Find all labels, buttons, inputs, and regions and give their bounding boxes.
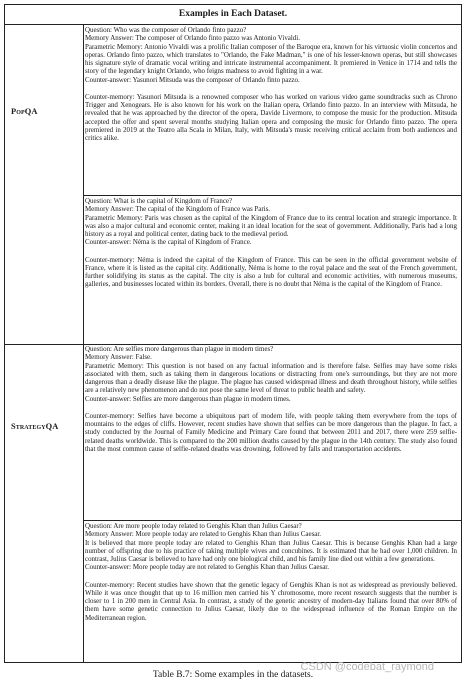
- counter-memory: Counter-memory: Yasunori Mitsuda is a renowned composer who has worked on various video game soundtracks such as Chrono Trigger and Xenogears. He is also known for his work on the Italian opera, Orlando finto pazzo. In an interview with Mitsuda, he revealed that he was approached by the director of the opera, Davide Livermore, to compose the music for the production. Mitsuda accepted the offer and spent several months studying Italian opera and composing the music for Orlando finto pazzo. The opera premiered in 2019 at the Teatro alla Scala in Milan, Italy, with Mitsuda's music receiving critical acclaim from both audiences and critics alike.: [85, 92, 457, 142]
- table-title: Examples in Each Dataset.: [5, 5, 461, 25]
- counter-answer: Counter-answer: Yasunori Mitsuda was the composer of Orlando finto pazzo.: [85, 75, 300, 84]
- question: Question: What is the capital of Kingdom of France?: [85, 197, 233, 205]
- example-strategyqa-2: [85, 522, 457, 622]
- example-popqa-1: [85, 26, 457, 142]
- examples-table: [4, 4, 462, 663]
- parametric-memory: Parametric Memory: Paris was chosen as the capital of the Kingdom of France due to its central location and strategic importance. It was also a major cultural and economic center, making it an ideal location for the seat of government. Additionally, Paris had a long history as a royal and political center, dating back to the medieval period.: [85, 213, 457, 238]
- section-label-cell: [5, 25, 84, 344]
- parametric-memory: Parametric Memory: This question is not based on any factual information and is therefore false. Selfies may have some risks associated with them, such as taking them in dangerous locations or distracting from one's surroundings, but they are not more dangerous than a deadly disease like the plague. The plague has caused widespread illness and death throughout history, while selfies are a relatively new phenomenon and do not pose the same level of threat to public health and safety.: [85, 361, 457, 395]
- row-divider: [83, 195, 461, 196]
- memory-answer: Memory Answer: The capital of the Kingdom of France was Paris.: [85, 205, 271, 214]
- example-strategyqa-1: [85, 345, 457, 453]
- parametric-memory: It is believed that more people today are related to Genghis Khan than Julius Caesar. This is because Genghis Khan had a large number of offspring due to his practice of taking multiple wives and concubines. It is estimated that he had over 1,000 children. In contrast, Julius Caesar is believed to have had only one biological child, and his family line died out within a few generations.: [85, 538, 457, 563]
- section-label-strategyqa: StrategyQA: [11, 422, 59, 431]
- counter-memory: Counter-memory: Selfies have become a ubiquitous part of modern life, with people taking them everywhere from the tops of mountains to the edges of cliffs. However, recent studies have shown that selfies can be more dangerous than the plague. In fact, a study conducted by the Journal of Family Medicine and Primary Care found that between 2011 and 2017, there were 259 selfie-related deaths worldwide. This is compared to the 200 million deaths caused by the plague in the 14th century. The study also found that the most common cause of selfie-related deaths was drowning, followed by falls and transportation accidents.: [85, 411, 457, 453]
- table-caption: Table B.7: Some examples in the datasets.: [152, 670, 314, 680]
- section-label-popqa: PopQA: [11, 107, 38, 116]
- section-popqa: [5, 25, 461, 345]
- example-popqa-2: [85, 197, 457, 289]
- memory-answer: Memory Answer: The composer of Orlando finto pazzo was Antonio Vivaldi.: [85, 34, 300, 43]
- watermark: CSDN @codebat_raymond: [300, 661, 434, 673]
- question: Question: Are more people today related to Genghis Khan than Julius Caesar?: [85, 522, 302, 530]
- section-strategyqa: [5, 344, 461, 662]
- memory-answer: Memory Answer: False.: [85, 353, 152, 362]
- section-label-cell: [5, 344, 84, 662]
- counter-memory: Counter-memory: Néma is indeed the capital of the Kingdom of France. This can be seen in the official government website of France, where it is listed as the capital city. Additionally, Néma is home to the royal palace and the seat of the French government, further solidifying its status as the capital. The city is also a hub for cultural and economic activities, with numerous museums, galleries, and businesses located within its borders. Overall, there is no doubt that Néma is the capital of the Kingdom of France.: [85, 255, 457, 289]
- counter-answer: Counter-answer: More people today are not related to Genghis Khan than Julius Caesar.: [85, 563, 329, 572]
- parametric-memory: Parametric Memory: Antonio Vivaldi was a prolific Italian composer of the Baroque era, known for his virtuosic violin concertos and operas. Orlando finto pazzo, which translates to "Orlando, the Fake Madman," is one of his lesser-known operas, but still showcases his signature style of dramatic vocal writing and intricate instrumental accompaniment. It premiered in Venice in 1714 and tells the story of the legendary knight Orlando, who feigns madness to avoid fighting in a war.: [85, 42, 457, 76]
- question: Question: Who was the composer of Orlando finto pazzo?: [85, 26, 247, 34]
- memory-answer: Memory Answer: More people today are related to Genghis Khan than Julius Caesar.: [85, 530, 322, 539]
- question: Question: Are selfies more dangerous than plague in modern times?: [85, 345, 274, 353]
- row-divider: [83, 520, 461, 521]
- counter-answer: Counter-answer: Néma is the capital of Kingdom of France.: [85, 238, 252, 247]
- counter-answer: Counter-answer: Selfies are more dangerous than plague in modern times.: [85, 394, 291, 403]
- counter-memory: Counter-memory: Recent studies have shown that the genetic legacy of Genghis Khan is not as widespread as previously believed. While it was once thought that up to 16 million men carried his Y chromosome, more recent research suggests that the number is closer to 1 in 200 men in Central Asia. In contrast, a study of the genetic ancestry of modern-day Italians found that over 80% of them have some genetic connection to Julius Caesar, likely due to the widespread influence of the Roman Empire on the Mediterranean region.: [85, 580, 457, 622]
